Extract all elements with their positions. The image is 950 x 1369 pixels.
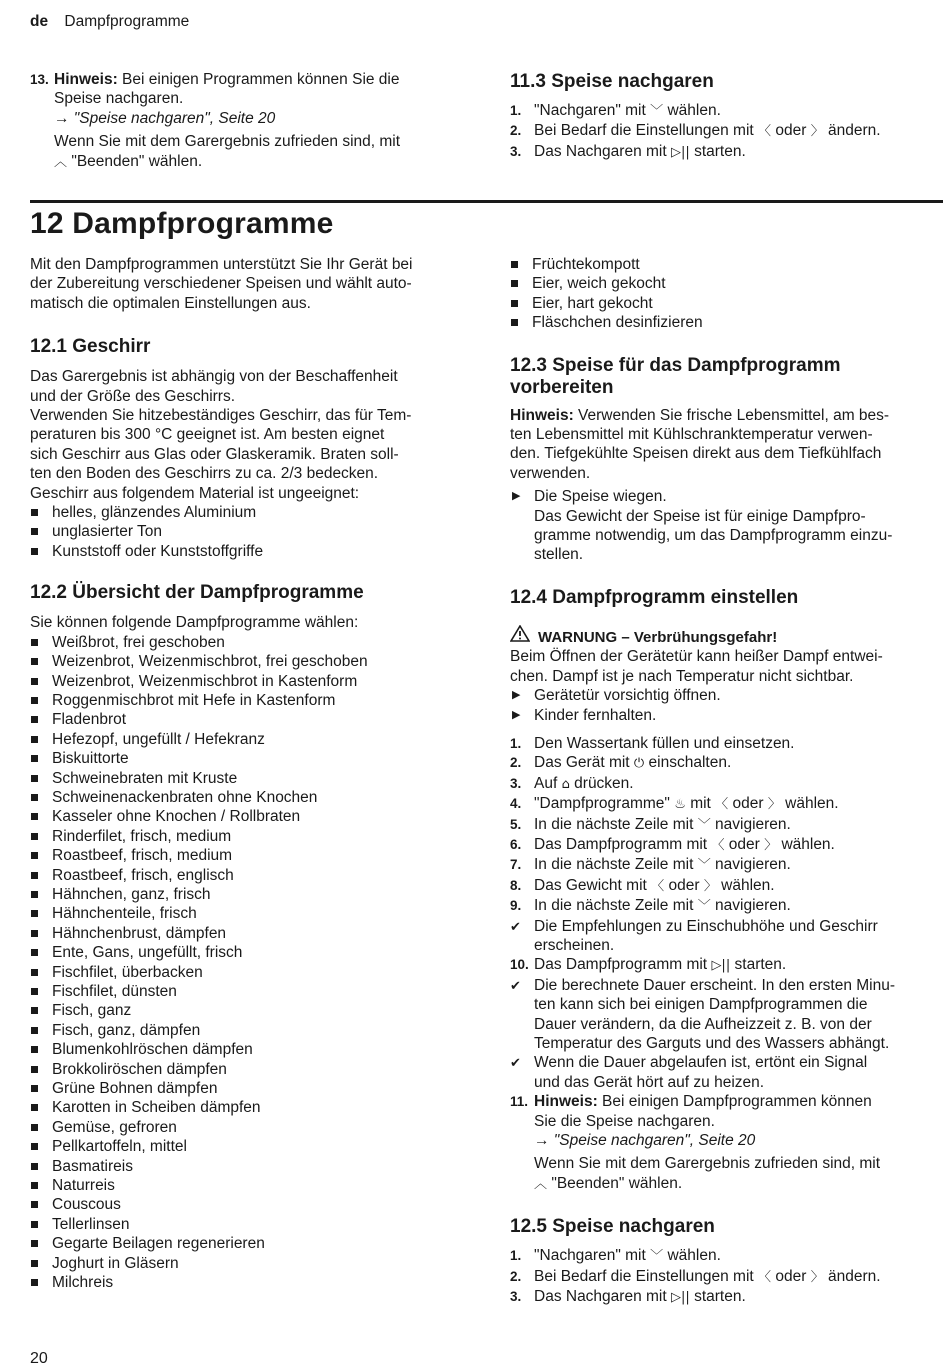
action-item [510, 706, 940, 725]
result-text: erscheinen. [534, 936, 615, 954]
header-title: Dampfprogramme [64, 13, 190, 30]
step-text: Wenn Sie mit dem Garergebnis zufrieden sind, mit [534, 1155, 881, 1173]
chevron-left-icon: 〈 [711, 837, 725, 853]
text-line: ten den Boden des Geschirrs zu ca. 2/3 bedecken. [30, 465, 379, 483]
chevron-right-icon: 〉 [810, 1269, 824, 1285]
section-title-line: vorbereiten [510, 376, 614, 398]
list-item: Roggenmischbrot mit Hefe in Kastenform [30, 691, 475, 710]
list-item: Blumenkohlröschen dämpfen [30, 1040, 475, 1059]
list-item: Roastbeef, frisch, medium [30, 846, 475, 865]
step-number: 7. [510, 857, 522, 873]
cross-reference: → "Speise nachgaren", Seite 20 [534, 1132, 756, 1150]
list-item: Grüne Bohnen dämpfen [30, 1079, 475, 1098]
list-item: Fischfilet, überbacken [30, 963, 475, 982]
text-line: "Beenden" wählen. [71, 152, 203, 170]
step-text: Das Dampfprogramm mit [534, 835, 708, 853]
step-11 [510, 1092, 940, 1194]
warning-box [510, 625, 940, 647]
step-text: navigieren. [715, 815, 791, 833]
step-number: 6. [510, 836, 522, 852]
list-item: Rinderfilet, frisch, medium [30, 827, 475, 846]
intro-line: der Zubereitung verschiedener Speisen und wählt auto- [30, 275, 412, 293]
step-8 [510, 876, 940, 896]
action-item [510, 686, 940, 705]
list-item: Fisch, ganz, dämpfen [30, 1021, 475, 1040]
step-number: 9. [510, 898, 522, 914]
step-2 [510, 753, 940, 773]
list-item: Brokkoliröschen dämpfen [30, 1060, 475, 1079]
list-item: Naturreis [30, 1176, 475, 1195]
section-title: 12.2 Übersicht der Dampfprogramme [30, 582, 364, 604]
list-item: Weißbrot, frei geschoben [30, 633, 475, 652]
step-3 [510, 774, 940, 794]
step-1 [510, 734, 940, 753]
play-pause-icon: ▷|| [670, 144, 690, 160]
step-text: starten. [694, 142, 746, 160]
list-item: Schweinebraten mit Kruste [30, 769, 475, 788]
step-text: navigieren. [715, 897, 791, 915]
chevron-left-icon: 〈 [758, 1269, 772, 1285]
step-number: 13. [30, 72, 49, 87]
section-title [510, 355, 940, 399]
step-text: drücken. [574, 774, 634, 792]
text-line: den. Tiefgekühlte Speisen direkt aus dem Tiefkühlfach [510, 445, 882, 463]
step-text: wählen. [721, 876, 775, 894]
text-line: chen. Dampf ist je nach Temperatur nicht sichtbar. [510, 667, 854, 685]
list-item: Fischfilet, dünsten [30, 982, 475, 1001]
list-item: Fisch, ganz [30, 1001, 475, 1020]
step-number: 11. [510, 1094, 529, 1110]
text-line: Bei einigen Programmen können Sie die [122, 71, 400, 88]
hint-label: Hinweis: [510, 406, 574, 424]
step-13 [30, 70, 470, 172]
action-text: Die Speise wiegen. [534, 488, 667, 506]
intro-line: Mit den Dampfprogrammen unterstützt Sie Ihr Gerät bei [30, 256, 413, 273]
step-text: oder [668, 876, 700, 894]
check-icon: ✔ [510, 918, 521, 934]
list-item: Couscous [30, 1195, 475, 1214]
list-item: Weizenbrot, Weizenmischbrot, frei geschoben [30, 652, 475, 671]
intro-line: matisch die optimalen Einstellungen aus. [30, 294, 311, 312]
result-text: Dauer verändern, da die Aufheizzeit z. B. von der [534, 1015, 872, 1033]
action-arrow-icon: ▶ [512, 689, 521, 702]
list-item: Gegarte Beilagen regenerieren [30, 1234, 475, 1253]
step-text: Bei Bedarf die Einstellungen mit [534, 122, 754, 140]
step-4 [510, 794, 940, 814]
list-item: Basmatireis [30, 1157, 475, 1176]
result-text: Temperatur des Garguts und des Wassers abhängt. [534, 1035, 890, 1052]
list-item: Kasseler ohne Knochen / Rollbraten [30, 807, 475, 826]
step-text: oder [775, 1267, 807, 1285]
section-title: 12.4 Dampfprogramm einstellen [510, 586, 799, 608]
step-text: Das Gerät mit [534, 754, 630, 772]
chevron-left-icon: 〈 [758, 124, 772, 140]
step-text: Den Wassertank füllen und einsetzen. [534, 734, 795, 752]
list-item: unglasierter Ton [30, 522, 475, 541]
section-11-3 [510, 71, 940, 162]
list-item: Hähnchenbrust, dämpfen [30, 924, 475, 943]
step-2 [510, 1267, 940, 1287]
step-1 [510, 101, 940, 121]
chevron-down-icon: ﹀ [697, 858, 711, 874]
chevron-right-icon: 〉 [767, 797, 781, 813]
step-number: 2. [510, 755, 522, 771]
play-pause-icon: ▷|| [670, 1290, 690, 1306]
step-number: 10. [510, 957, 529, 973]
list-item: Hähnchenteile, frisch [30, 904, 475, 923]
step-text: Das Gewicht mit [534, 876, 647, 894]
result-text: und das Gerät hört auf zu heizen. [534, 1073, 765, 1091]
action-text: Gerätetür vorsichtig öffnen. [534, 687, 721, 705]
chevron-left-icon: 〈 [651, 878, 665, 894]
result-text: Die berechnete Dauer erscheint. In den ersten Minu- [534, 976, 896, 994]
chevron-down-icon: ﹀ [650, 104, 664, 119]
chevron-right-icon: 〉 [764, 837, 778, 853]
step-text: wählen. [667, 102, 721, 119]
top-left-step-13 [30, 70, 470, 172]
list-item: Roastbeef, frisch, englisch [30, 866, 475, 885]
power-icon: ⏻ [633, 756, 645, 772]
section-title: 12.1 Geschirr [30, 336, 151, 358]
step-text: einschalten. [648, 754, 732, 772]
left-column [30, 255, 475, 1293]
text-line: Wenn Sie mit dem Garergebnis zufrieden sind, mit [54, 133, 401, 151]
play-pause-icon: ▷|| [711, 958, 731, 974]
action-arrow-icon: ▶ [512, 490, 521, 503]
list-item: Früchtekompott [510, 255, 940, 274]
section-12-3-body [510, 406, 940, 565]
text-line: stellen. [534, 546, 584, 564]
action-arrow-icon: ▶ [512, 708, 521, 721]
text-line: gramme notwendig, um das Dampfprogramm einzu- [534, 527, 893, 545]
program-list [30, 633, 475, 1293]
text-line: Sie können folgende Dampfprogramme wählen: [30, 614, 359, 632]
chevron-right-icon: 〉 [703, 878, 717, 894]
step-text: starten. [734, 956, 787, 974]
list-item: Biskuittorte [30, 749, 475, 768]
step-text: "Beenden" wählen. [551, 1174, 683, 1192]
list-item: Fläschchen desinfizieren [510, 313, 940, 332]
text-line: Das Gewicht der Speise ist für einige Dampfpro- [534, 507, 866, 525]
step-7 [510, 855, 940, 875]
step-text: wählen. [781, 835, 835, 853]
step-number: 8. [510, 877, 522, 893]
step-text: Das Nachgaren mit [534, 142, 667, 160]
step-text: wählen. [667, 1247, 721, 1265]
text-line: Beim Öffnen der Gerätetür kann heißer Dampf entwei- [510, 648, 883, 666]
chevron-left-icon: 〈 [715, 797, 729, 813]
page-number: 20 [30, 1350, 48, 1367]
step-text: In die nächste Zeile mit [534, 815, 694, 833]
text-line: ten Lebensmittel mit Kühlschranktemperatur verwen- [510, 426, 873, 444]
text-line: und der Größe des Geschirrs. [30, 387, 236, 405]
step-text: oder [775, 122, 807, 140]
warning-title: WARNUNG – Verbrühungsgefahr! [538, 628, 778, 646]
step-text: oder [732, 795, 764, 813]
result-text: ten kann sich bei einigen Dampfprogrammen die [534, 996, 868, 1014]
list-item: Milchreis [30, 1273, 475, 1292]
section-title: 11.3 Speise nachgaren [510, 71, 714, 92]
step-text: Das Nachgaren mit [534, 1288, 667, 1306]
list-item: Schweinenackenbraten ohne Knochen [30, 788, 475, 807]
step-text: ändern. [828, 1267, 881, 1285]
section-12-1-body [30, 367, 475, 561]
step-text: In die nächste Zeile mit [534, 897, 694, 915]
step-text: In die nächste Zeile mit [534, 856, 694, 874]
list-item: Hefezopf, ungefüllt / Hefekranz [30, 730, 475, 749]
list-item: Hähnchen, ganz, frisch [30, 885, 475, 904]
steam-icon: ♨ [674, 797, 686, 813]
step-3 [510, 1287, 940, 1307]
step-text: mit [690, 795, 711, 813]
check-icon: ✔ [510, 1055, 521, 1071]
chevron-right-icon: 〉 [810, 124, 824, 140]
text-line: sich Geschirr aus Glas oder Glaskeramik. Braten soll- [30, 445, 399, 463]
chapter-rule [30, 200, 943, 203]
step-number: 1. [510, 103, 522, 118]
step-text: starten. [694, 1288, 746, 1306]
step-number: 3. [510, 775, 522, 791]
step-number: 4. [510, 796, 522, 812]
chevron-down-icon: ﹀ [697, 817, 711, 833]
chevron-down-icon: ﹀ [650, 1249, 664, 1265]
section-12-4-body [510, 625, 940, 1194]
text-line: Das Garergebnis ist abhängig von der Beschaffenheit [30, 368, 398, 386]
hint-label: Hinweis: [54, 71, 118, 88]
chevron-up-icon: ︿ [54, 154, 68, 170]
step-number: 5. [510, 816, 522, 832]
text-line: Speise nachgaren. [54, 90, 184, 108]
list-item: Tellerlinsen [30, 1215, 475, 1234]
check-icon: ✔ [510, 977, 521, 993]
step-9 [510, 896, 940, 916]
text-line: Verwenden Sie hitzebeständiges Geschirr, das für Tem- [30, 407, 412, 425]
language-code: de [30, 13, 49, 30]
step-number: 1. [510, 1248, 522, 1264]
result-text: Die Empfehlungen zu Einschubhöhe und Geschirr [534, 917, 878, 935]
home-icon: ⌂ [561, 776, 570, 792]
step-6 [510, 835, 940, 855]
list-item: Joghurt in Gläsern [30, 1254, 475, 1273]
step-number: 1. [510, 735, 522, 751]
step-text: Auf [534, 774, 558, 792]
list-item: Karotten in Scheiben dämpfen [30, 1098, 475, 1117]
list-item: Eier, weich gekocht [510, 274, 940, 293]
result-text: Wenn die Dauer abgelaufen ist, ertönt ein Signal [534, 1054, 868, 1072]
step-text: "Nachgaren" mit [534, 1247, 646, 1265]
step-number: 2. [510, 1268, 522, 1284]
step-2 [510, 121, 940, 141]
page-header [30, 12, 189, 31]
step-5 [510, 815, 940, 835]
step-3 [510, 142, 940, 162]
result-item [510, 1053, 940, 1092]
result-item [510, 917, 940, 956]
step-text: oder [728, 835, 760, 853]
list-item: Pellkartoffeln, mittel [30, 1137, 475, 1156]
warning-triangle-icon [510, 625, 530, 647]
text-line: Geschirr aus folgendem Material ist ungeeignet: [30, 484, 360, 502]
step-text: "Dampfprogramme" [534, 795, 670, 813]
step-text: Sie die Speise nachgaren. [534, 1112, 715, 1130]
section-12-2-body [30, 613, 475, 1292]
list-item: Gemüse, gefroren [30, 1118, 475, 1137]
action-item [510, 487, 940, 565]
list-item: helles, glänzendes Aluminium [30, 503, 475, 522]
step-text: navigieren. [715, 856, 791, 874]
list-item: Kunststoff oder Kunststoffgriffe [30, 542, 475, 561]
section-title: 12.5 Speise nachgaren [510, 1216, 715, 1238]
text-line: peraturen bis 300 °C geeignet ist. Am besten eignet [30, 426, 385, 444]
setup-steps [510, 734, 940, 1194]
step-10 [510, 955, 940, 975]
right-column [510, 255, 940, 1307]
step-number: 3. [510, 1289, 522, 1305]
step-text: "Nachgaren" mit [534, 102, 646, 119]
hint-label: Hinweis: [534, 1093, 598, 1111]
step-text: wählen. [785, 795, 839, 813]
cross-reference: → "Speise nachgaren", Seite 20 [54, 109, 276, 127]
step-text: Das Dampfprogramm mit [534, 956, 708, 974]
text-line: verwenden. [510, 464, 591, 482]
text-line: Verwenden Sie frische Lebensmittel, am bes- [578, 406, 890, 424]
list-item: Weizenbrot, Weizenmischbrot in Kastenform [30, 672, 475, 691]
step-number: 3. [510, 143, 522, 159]
section-title-line: 12.3 Speise für das Dampfprogramm [510, 354, 841, 376]
chevron-down-icon: ﹀ [697, 899, 711, 915]
step-text: Bei Bedarf die Einstellungen mit [534, 1267, 754, 1285]
chapter-title: 12 Dampfprogramme [30, 207, 334, 240]
result-item [510, 976, 940, 1054]
list-item: Fladenbrot [30, 710, 475, 729]
action-text: Kinder fernhalten. [534, 706, 657, 724]
list-item: Eier, hart gekocht [510, 294, 940, 313]
step-text: Bei einigen Dampfprogrammen können [602, 1093, 872, 1111]
step-text: ändern. [828, 122, 881, 140]
section-12-5-steps [510, 1246, 940, 1307]
step-number: 2. [510, 123, 522, 139]
step-1 [510, 1246, 940, 1266]
list-item: Ente, Gans, ungefüllt, frisch [30, 943, 475, 962]
chevron-up-icon: ︿ [534, 1176, 548, 1192]
